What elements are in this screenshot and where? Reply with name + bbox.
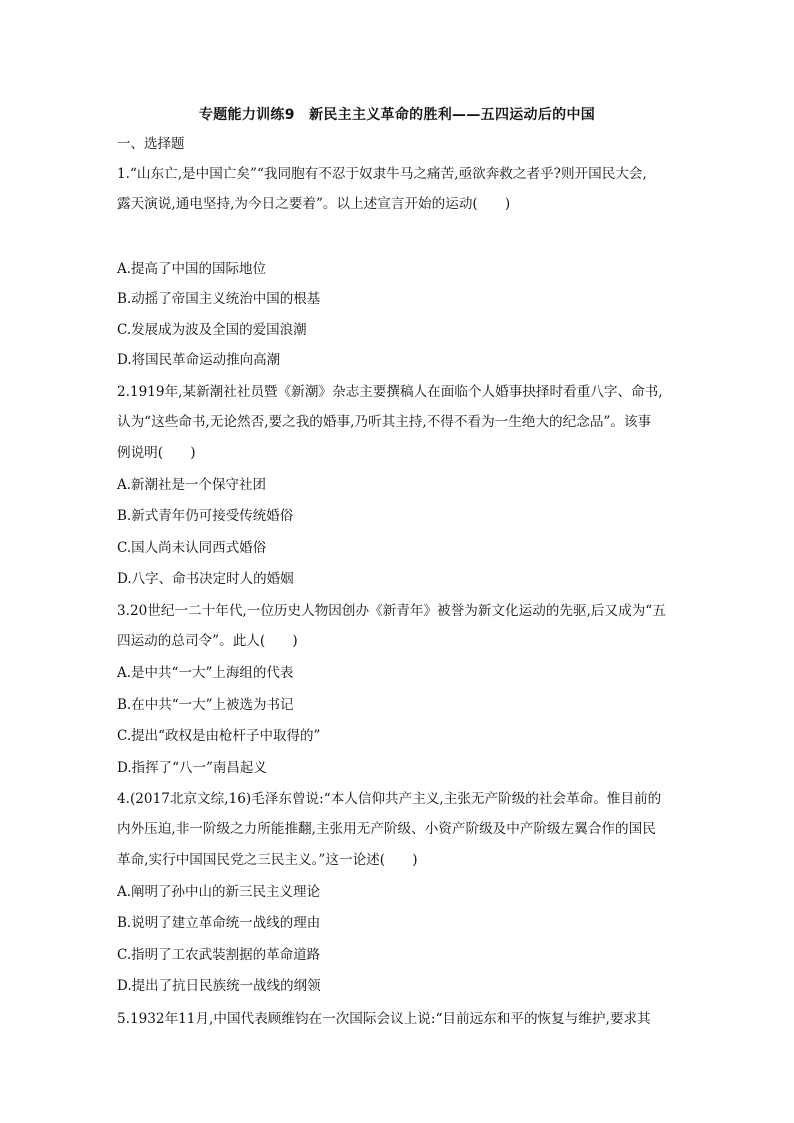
- question-2-line-3: 例说明( ): [117, 445, 196, 461]
- question-3-option-c: C.提出“政权是由枪杆子中取得的”: [117, 728, 321, 744]
- question-4-line-2: 内外压迫,非一阶级之力所能推翻,主张用无产阶级、小资产阶级及中产阶级左翼合作的国民: [117, 821, 656, 837]
- question-2-line-2: 认为“这些命书,无论然否,要之我的婚事,乃听其主持,不得不看为一生绝大的纪念品”。该事: [117, 414, 652, 430]
- question-4-option-d: D.提出了抗日民族统一战线的纲领: [117, 978, 321, 994]
- question-1-option-d: D.将国民革命运动推向高潮: [117, 352, 281, 368]
- question-1-line-1: 1.“山东亡,是中国亡矣”“我同胞有不忍于奴隶牛马之痛苦,亟欲奔救之者乎?则开国民大会,: [117, 166, 647, 182]
- section-heading: 一、选择题: [117, 136, 185, 152]
- question-3-line-2: 四运动的总司令”。此人( ): [117, 633, 298, 649]
- question-1-option-b: B.动摇了帝国主义统治中国的根基: [117, 291, 321, 307]
- question-1-line-2: 露天演说,通电坚持,为今日之要着”。以上述宣言开始的运动( ): [117, 196, 511, 212]
- question-4-option-a: A.阐明了孙中山的新三民主义理论: [117, 884, 321, 900]
- question-2-option-c: C.国人尚未认同西式婚俗: [117, 540, 267, 556]
- question-1-option-a: A.提高了中国的国际地位: [117, 261, 267, 277]
- page-title: 专题能力训练9 新民主主义革命的胜利——五四运动后的中国: [198, 107, 596, 123]
- question-4-option-b: B.说明了建立革命统一战线的理由: [117, 915, 321, 931]
- question-2-option-b: B.新式青年仍可接受传统婚俗: [117, 508, 294, 524]
- question-4-option-c: C.指明了工农武装割据的革命道路: [117, 947, 321, 963]
- question-3-option-d: D.指挥了“八一”南昌起义: [117, 760, 267, 776]
- question-2-line-1: 2.1919年,某新潮社社员暨《新潮》杂志主要撰稿人在面临个人婚事抉择时看重八字、命书,: [117, 384, 663, 400]
- question-4-line-1: 4.(2017北京文综,16)毛泽东曾说:“本人信仰共产主义,主张无产阶级的社会革命。惟目前的: [117, 791, 662, 807]
- question-3-line-1: 3.20世纪一二十年代,一位历史人物因创办《新青年》被誉为新文化运动的先驱,后又成为“五: [117, 603, 666, 619]
- question-1-option-c: C.发展成为波及全国的爱国浪潮: [117, 322, 307, 338]
- question-3-option-a: A.是中共“一大”上海组的代表: [117, 665, 294, 681]
- question-2-option-a: A.新潮社是一个保守社团: [117, 477, 267, 493]
- question-4-line-3: 革命,实行中国国民党之三民主义。”这一论述( ): [117, 852, 418, 868]
- question-2-option-d: D.八字、命书决定时人的婚姻: [117, 571, 294, 587]
- question-3-option-b: B.在中共“一大”上被选为书记: [117, 697, 294, 713]
- question-5-line-1: 5.1932年11月,中国代表顾维钧在一次国际会议上说:“目前远东和平的恢复与维护,要求其: [117, 1011, 651, 1027]
